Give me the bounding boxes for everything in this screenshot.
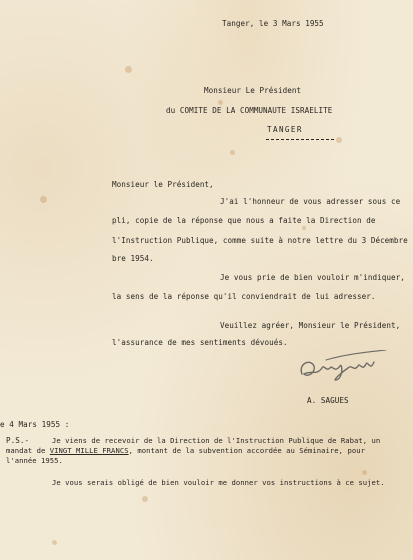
body-paragraph-1-line-2: pli, copie de la réponse que nous a faite la Direction de xyxy=(112,216,376,225)
postscript-date: e 4 Mars 1955 : xyxy=(0,420,70,429)
body-paragraph-1-line-3: l'Instruction Publique, comme suite à notre lettre du 3 Décembre xyxy=(112,236,408,245)
postscript-line-2 xyxy=(6,446,365,456)
body-paragraph-2-line-2: la sens de la réponse qu'il conviendrait de lui adresser. xyxy=(112,292,376,301)
stain-spot xyxy=(302,226,306,230)
stain-spot xyxy=(125,66,132,73)
stain-spot xyxy=(336,137,342,143)
postscript-label: P.S.- xyxy=(6,436,30,445)
stain-spot xyxy=(230,150,235,155)
handwritten-signature xyxy=(296,350,392,384)
amount-highlight: VINGT MILLE FRANCS xyxy=(49,446,129,455)
stain-spot xyxy=(218,100,223,105)
signatory-name: A. SAGUES xyxy=(307,396,349,405)
postscript-line-3: l'année 1955. xyxy=(6,456,63,465)
letter-date: Tanger, le 3 Mars 1955 xyxy=(222,19,324,28)
stain-spot xyxy=(362,470,367,475)
postscript-line-2-start: mandat de xyxy=(6,446,50,455)
recipient-city: TANGER xyxy=(267,125,303,134)
body-paragraph-2-line-1: Je vous prie de bien vouloir m'indiquer, xyxy=(220,273,405,282)
postscript-line-1: Je viens de recevoir de la Direction de l'Instruction Publique de Rabat, un xyxy=(52,436,381,445)
recipient-title: Monsieur Le Président xyxy=(204,86,302,95)
salutation: Monsieur le Président, xyxy=(112,180,214,189)
stain-spot xyxy=(142,496,148,502)
postscript-line-4: Je vous serais obligé de bien vouloir me donner vos instructions à ce sujet. xyxy=(52,478,385,487)
closing-line-1: Veuillez agréer, Monsieur le Président, xyxy=(220,321,401,330)
postscript-line-2-end: , montant de la subvention accordée au Séminaire, pour xyxy=(128,446,365,455)
stain-spot xyxy=(52,540,57,545)
recipient-city-underline xyxy=(266,139,334,140)
stain-spot xyxy=(40,196,47,203)
body-paragraph-1-line-1: J'ai l'honneur de vous adresser sous ce xyxy=(220,197,401,206)
body-paragraph-1-line-4: bre 1954. xyxy=(112,254,154,263)
recipient-organization: du COMITE DE LA COMMUNAUTE ISRAELITE xyxy=(166,106,333,115)
closing-line-2: l'assurance de mes sentiments dévoués. xyxy=(112,338,288,347)
